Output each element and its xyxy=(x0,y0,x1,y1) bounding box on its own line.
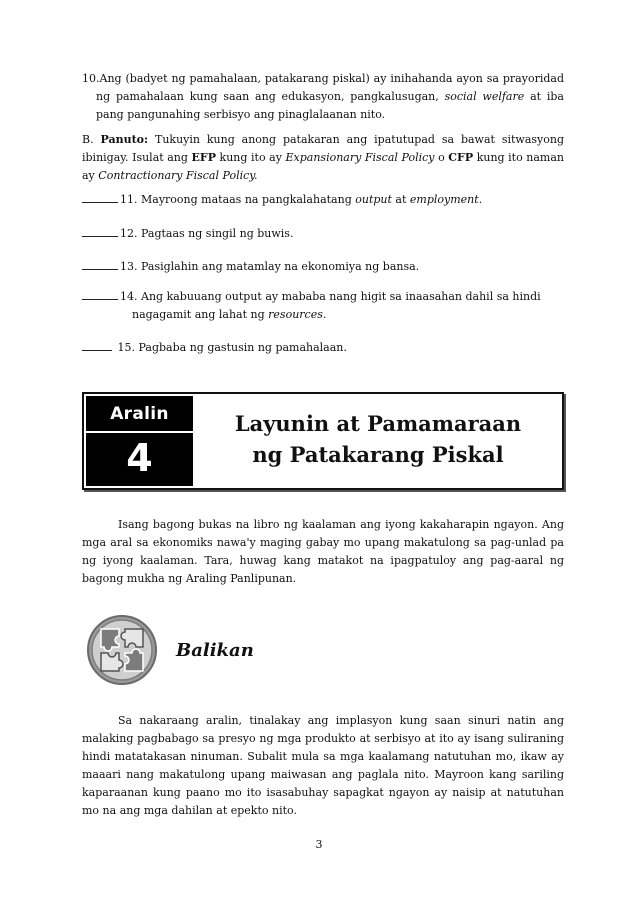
cfp-code: CFP xyxy=(448,151,474,164)
item-13 xyxy=(82,257,564,276)
intro-text: Isang bagong bukas na libro ng kaalaman ang iyong kakaharapin ngayon. Ang mga aral sa ekonomiks nawa'y maging gabay mo upang makatulong sa pag-unlad pa ng iyong kaalaman. Tara, huwag kang matakot na ipagpatuloy ang pag-aaral ng bagong mukha ng Araling Panlipunan. xyxy=(82,518,564,585)
item-10 xyxy=(82,70,564,124)
item-14-text: Ang kabuuang output ay mababa nang higit sa inaasahan dahil sa hindi xyxy=(137,290,541,303)
item-13-number: 13. xyxy=(120,260,138,273)
efp-code: EFP xyxy=(191,151,216,164)
item-15 xyxy=(82,338,564,357)
lesson-label: Aralin xyxy=(110,404,169,424)
item-11-number: 11. xyxy=(120,193,138,206)
item-11 xyxy=(82,190,564,209)
cfp-full: Contractionary Fiscal Policy. xyxy=(98,169,258,182)
item-10-number: 10. xyxy=(82,72,100,85)
balikan-text: Sa nakaraang aralin, tinalakay ang implasyon kung saan sinuri natin ang malaking pagbabago sa presyo ng mga produkto at serbisyo at ito ay isang suliraning hindi matatakasan ninuman. Subalit mula sa mga kaalamang natutuhan mo, ikaw ay maaari nang makatulong upang maiwasan ang paglala nito. Mayroon kang sariling kaparaanan kung paano mo ito isasabuhay sapagkat ngayon ay naisip at natutuhan mo na ang mga dahilan at epekto nito. xyxy=(82,714,564,817)
instructions-text-4: kung ito naman ay xyxy=(82,151,564,182)
item-15-number: 15. xyxy=(117,341,135,354)
item-14 xyxy=(82,287,564,324)
item-14-text-3: . xyxy=(322,308,327,321)
item-14-number: 14. xyxy=(120,290,138,303)
lesson-number: 4 xyxy=(126,436,153,480)
lesson-divider xyxy=(86,431,193,433)
lesson-title xyxy=(196,408,560,470)
item-12-number: 12. xyxy=(120,227,138,240)
instructions-text: Tukuyin kung anong patakaran ang ipatutupad sa bawat sitwasyong ibinigay. Isulat ang xyxy=(82,133,565,164)
item-10-text: Ang (badyet ng pamahalaan, patakarang piskal) ay inihahanda ayon sa prayoridad ng pamahalaan kung saan ang edukasyon, pangkalusugan, xyxy=(96,72,564,103)
item-12-text: Pagtaas ng singil ng buwis. xyxy=(137,227,294,240)
section-b-letter: B. xyxy=(82,133,101,146)
answer-blank[interactable] xyxy=(82,257,118,270)
item-11-text: Mayroong mataas na pangkalahatang xyxy=(137,193,356,206)
item-11-italic-2: employment. xyxy=(409,193,483,206)
item-15-text: Pagbaba ng gastusin ng pamahalaan. xyxy=(135,341,347,354)
answer-blank[interactable] xyxy=(82,190,118,203)
section-b-instructions xyxy=(82,131,564,185)
item-14-italic: resources xyxy=(268,308,323,321)
instructions-text-2: kung ito ay xyxy=(215,151,286,164)
efp-full: Expansionary Fiscal Policy xyxy=(285,151,435,164)
answer-blank[interactable] xyxy=(82,287,118,300)
lesson-title-line-1: Layunin at Pamamaraan xyxy=(234,411,522,436)
page-number: 3 xyxy=(315,838,323,851)
answer-blank[interactable] xyxy=(82,338,112,351)
balikan-paragraph xyxy=(82,712,564,820)
item-14-text-2: nagagamit ang lahat ng xyxy=(132,308,269,321)
item-13-text: Pasiglahin ang matamlay na ekonomiya ng bansa. xyxy=(137,260,420,273)
instructions-text-3: o xyxy=(434,151,449,164)
intro-paragraph xyxy=(82,516,564,588)
item-11-italic-1: output xyxy=(355,193,392,206)
item-10-italic: social welfare xyxy=(444,90,525,103)
item-11-text-2: at xyxy=(391,193,410,206)
answer-blank[interactable] xyxy=(82,224,118,237)
lesson-header xyxy=(82,392,564,490)
item-12 xyxy=(82,224,564,243)
item-10-text-end: at iba pang pangunahing serbisyo ang pinaglalaanan nito. xyxy=(96,90,564,121)
lesson-number-block xyxy=(86,396,193,486)
panuto-label: Panuto: xyxy=(100,133,149,146)
puzzle-icon xyxy=(86,614,158,686)
balikan-heading: Balikan xyxy=(176,640,254,661)
lesson-title-line-2: ng Patakarang Piskal xyxy=(252,442,504,467)
